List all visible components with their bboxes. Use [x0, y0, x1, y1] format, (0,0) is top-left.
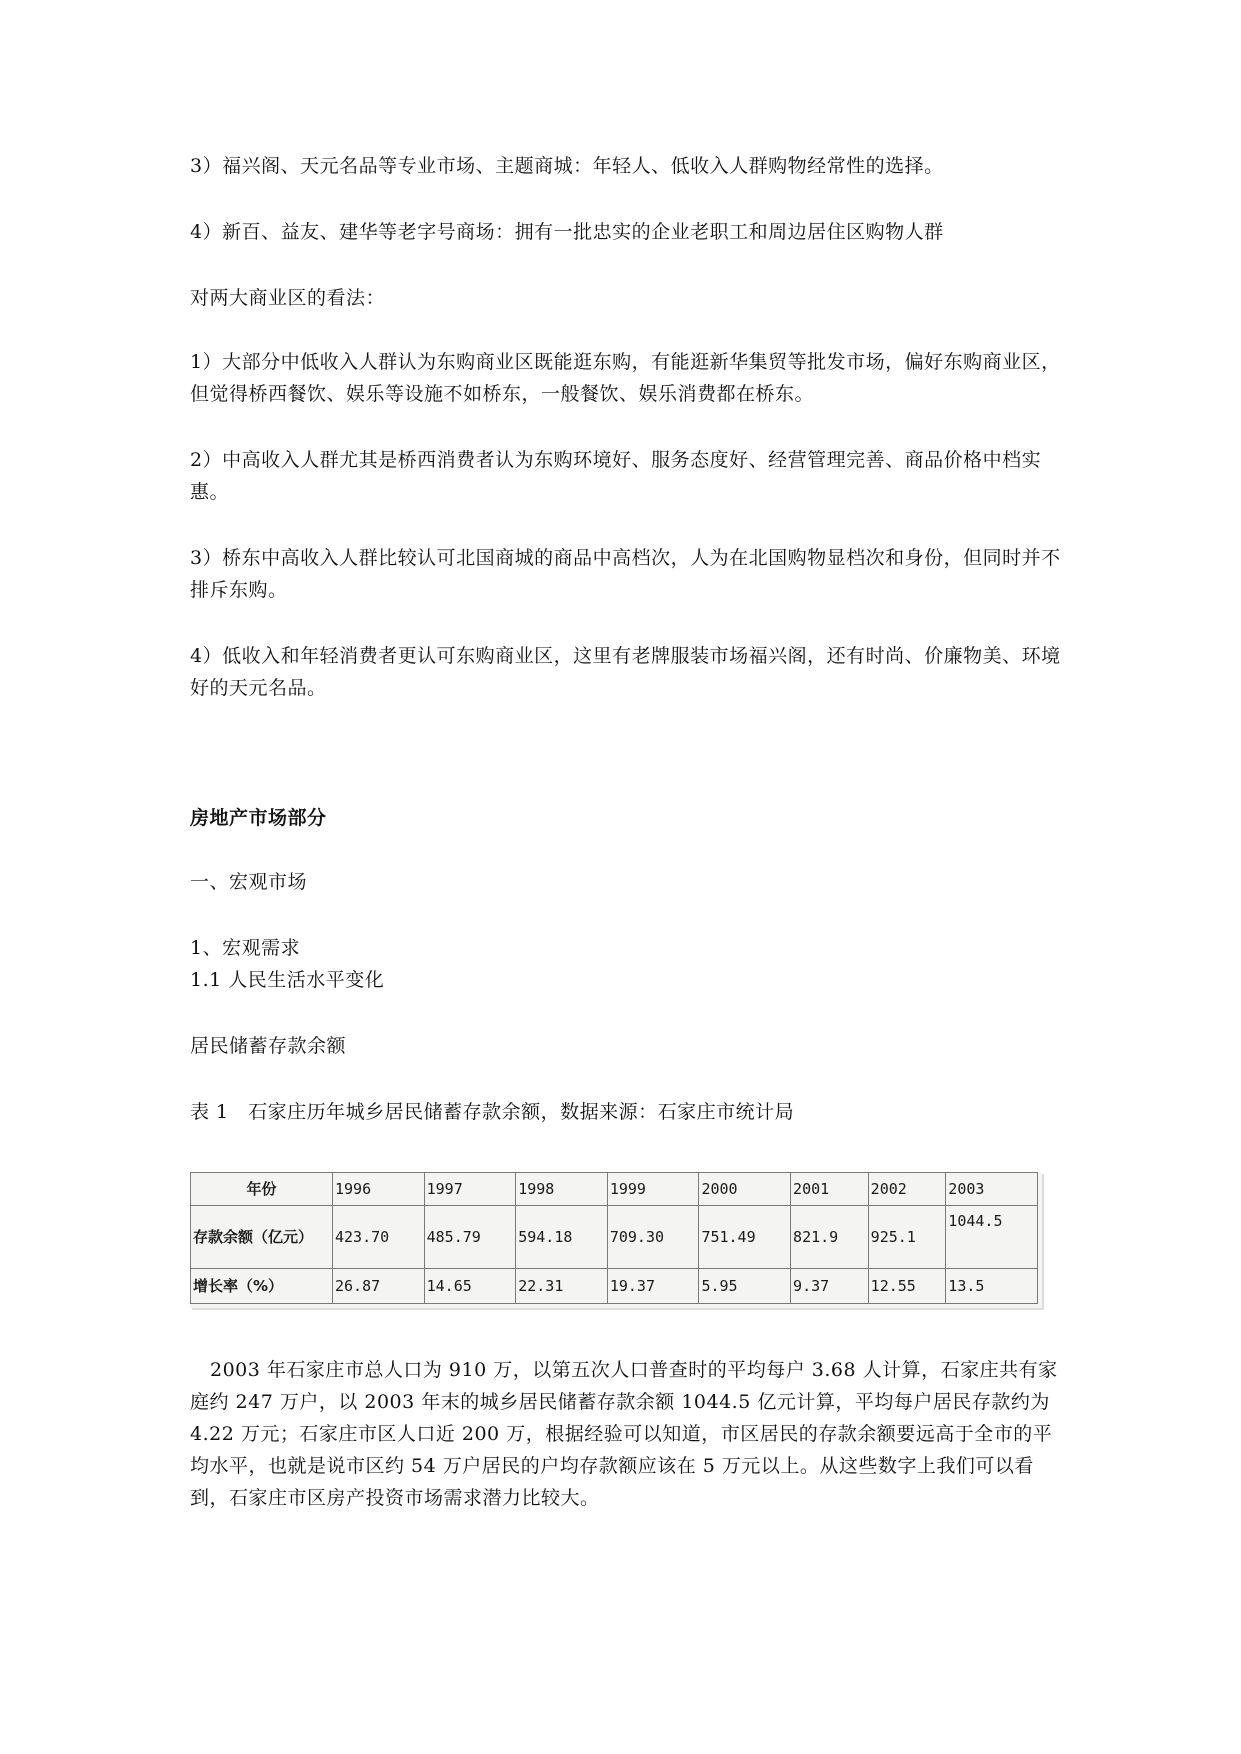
paragraph-closing-analysis: 2003 年石家庄市总人口为 910 万，以第五次人口普查时的平均每户 3.68 人计算，石家庄共有家庭约 247 万户，以 2003 年末的城乡居民储蓄存款余额 1044.5 亿元计算，平均每户居民存款约为 4.22 万元；石家庄市区人口近 200 万，根据经验可以知道，市区居民的存款余额要远高于全市的平均水平，也就是说市区约 54 万户居民的户均存款额应该在 5 万元以上。从这些数字上我们可以看到，石家庄市区房产投资市场需求潜力比较大。: [190, 1359, 1058, 1509]
table-cell-deposit: 1044.5: [946, 1205, 1038, 1268]
table-cell-deposit: 751.49: [699, 1205, 791, 1268]
subheading-living-standard: 1.1 人民生活水平变化: [190, 969, 385, 991]
subheading-macro-demand: 1、宏观需求: [190, 937, 301, 959]
table-cell-growth: 14.65: [424, 1269, 516, 1304]
table-cell-deposit: 485.79: [424, 1205, 516, 1268]
table-cell-growth: 13.5: [946, 1269, 1038, 1304]
table-cell-deposit: 709.30: [607, 1205, 699, 1268]
table-growth-label: 增长率（%）: [191, 1269, 333, 1304]
table-row-years: [191, 1173, 1038, 1206]
table-cell-year: 1998: [516, 1173, 608, 1206]
table-deposit-label: 存款余额（亿元）: [191, 1205, 333, 1268]
table-cell-deposit: 594.18: [516, 1205, 608, 1268]
paragraph-old-brand-stores: 4）新百、益友、建华等老字号商场：拥有一批忠实的企业老职工和周边居住区购物人群: [190, 221, 944, 243]
paragraph-view-3: 3）桥东中高收入人群比较认可北国商城的商品中高档次，人为在北国购物显档次和身份，但同时并不排斥东购。: [190, 547, 1061, 601]
table-row-growth: [191, 1269, 1038, 1304]
savings-table-image: [190, 1172, 1042, 1308]
table-cell-growth: 22.31: [516, 1269, 608, 1304]
table-cell-deposit: 821.9: [791, 1205, 869, 1268]
table-caption: 表 1 石家庄历年城乡居民储蓄存款余额，数据来源：石家庄市统计局: [190, 1101, 795, 1123]
table-cell-deposit: 925.1: [868, 1205, 946, 1268]
table-cell-growth: 12.55: [868, 1269, 946, 1304]
subheading-savings-balance: 居民储蓄存款余额: [190, 1035, 347, 1057]
table-cell-growth: 9.37: [791, 1269, 869, 1304]
subheading-macro-market: 一、宏观市场: [190, 871, 308, 893]
paragraph-view-2: 2）中高收入人群尤其是桥西消费者认为东购环境好、服务态度好、经营管理完善、商品价格中档实惠。: [190, 449, 1042, 503]
table-cell-year: 2000: [699, 1173, 791, 1206]
section-heading: 房地产市场部分: [190, 807, 327, 829]
table-cell-deposit: 423.70: [333, 1205, 425, 1268]
table-cell-year: 2003: [946, 1173, 1038, 1206]
table-cell-year: 1999: [607, 1173, 699, 1206]
table-cell-year: 1997: [424, 1173, 516, 1206]
paragraph-view-1: 1）大部分中低收入人群认为东购商业区既能逛东购，有能逛新华集贸等批发市场，偏好东购商业区，但觉得桥西餐饮、娱乐等设施不如桥东，一般餐饮、娱乐消费都在桥东。: [190, 351, 1061, 405]
table-cell-year: 2001: [791, 1173, 869, 1206]
table-cell-year: 2002: [868, 1173, 946, 1206]
paragraph-specialty-markets: 3）福兴阁、天元名品等专业市场、主题商城：年轻人、低收入人群购物经常性的选择。: [190, 155, 944, 177]
paragraph-view-4: 4）低收入和年轻消费者更认可东购商业区，这里有老牌服装市场福兴阁，还有时尚、价廉物美、环境好的天元名品。: [190, 645, 1061, 699]
savings-table: [190, 1172, 1038, 1304]
table-cell-growth: 26.87: [333, 1269, 425, 1304]
table-row-deposits: [191, 1205, 1038, 1268]
paragraph-views-intro: 对两大商业区的看法：: [190, 287, 386, 309]
table-header-year-label: 年份: [191, 1173, 333, 1206]
table-cell-year: 1996: [333, 1173, 425, 1206]
table-cell-growth: 5.95: [699, 1269, 791, 1304]
table-cell-growth: 19.37: [607, 1269, 699, 1304]
